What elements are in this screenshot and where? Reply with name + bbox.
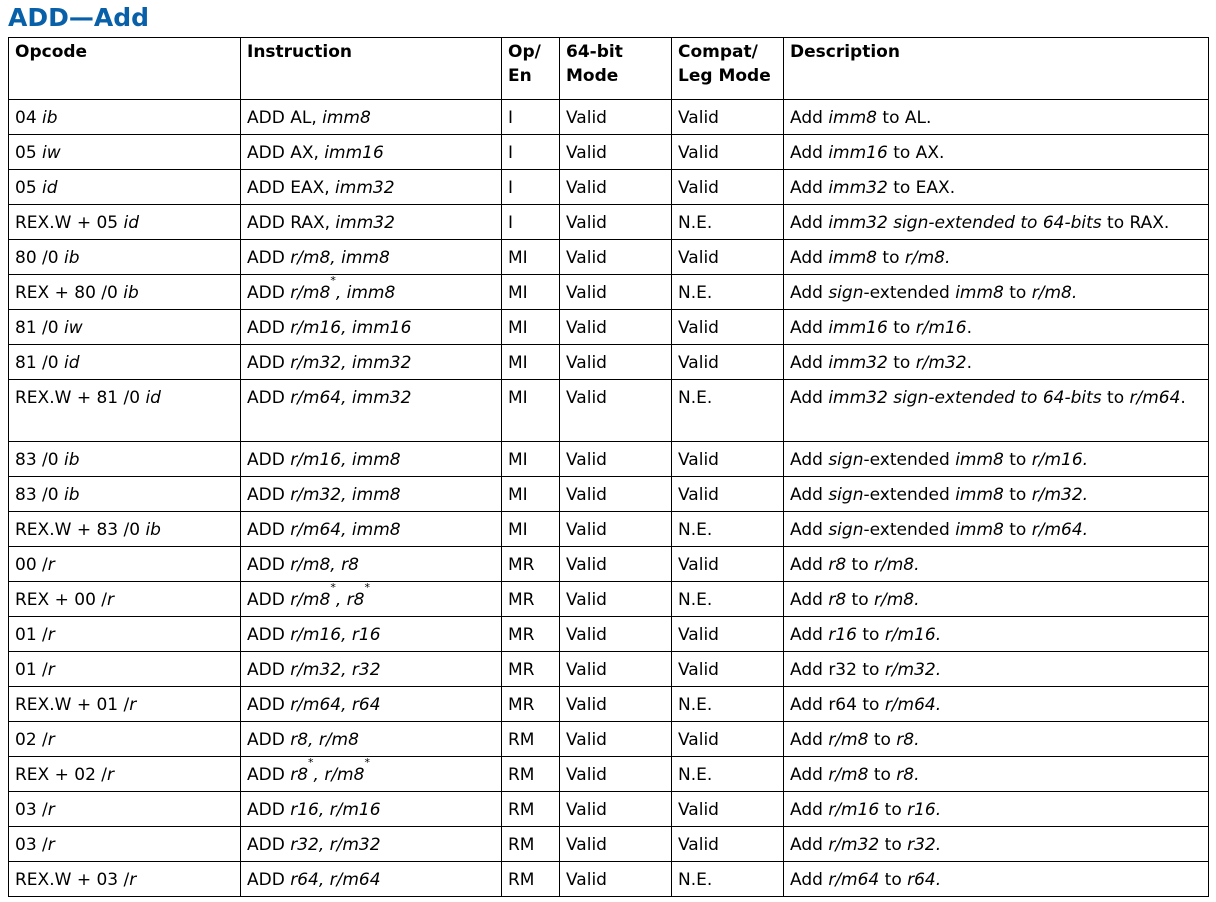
- op-en-cell: RM: [502, 862, 560, 897]
- compat-cell: N.E.: [672, 582, 784, 617]
- instruction-cell: ADD r8*, r/m8*: [241, 757, 502, 792]
- op-en-cell: MR: [502, 687, 560, 722]
- description-cell: Add r64 to r/m64.: [784, 687, 1209, 722]
- opcode-cell: 00 /r: [9, 547, 241, 582]
- opcode-cell: 04 ib: [9, 100, 241, 135]
- instruction-cell: ADD r/m64, r64: [241, 687, 502, 722]
- description-cell: Add r16 to r/m16.: [784, 617, 1209, 652]
- compat-cell: Valid: [672, 442, 784, 477]
- instruction-cell: ADD r8, r/m8: [241, 722, 502, 757]
- opcode-cell: REX + 02 /r: [9, 757, 241, 792]
- table-row: [9, 687, 1209, 722]
- description-cell: Add sign-extended imm8 to r/m8.: [784, 275, 1209, 310]
- opcode-cell: 05 id: [9, 170, 241, 205]
- op-en-cell: MI: [502, 380, 560, 442]
- table-row: [9, 240, 1209, 275]
- op-en-cell: MI: [502, 512, 560, 547]
- op-en-cell: RM: [502, 722, 560, 757]
- table-row: [9, 547, 1209, 582]
- compat-cell: Valid: [672, 100, 784, 135]
- mode64-cell: Valid: [560, 275, 672, 310]
- table-row: [9, 512, 1209, 547]
- op-en-cell: RM: [502, 757, 560, 792]
- op-en-cell: I: [502, 170, 560, 205]
- instruction-table: [8, 37, 1209, 897]
- compat-cell: Valid: [672, 792, 784, 827]
- op-en-cell: MI: [502, 345, 560, 380]
- instruction-cell: ADD r/m16, r16: [241, 617, 502, 652]
- compat-cell: Valid: [672, 547, 784, 582]
- table-row: [9, 310, 1209, 345]
- table-header-row: [9, 38, 1209, 100]
- compat-cell: Valid: [672, 310, 784, 345]
- opcode-cell: REX.W + 05 id: [9, 205, 241, 240]
- compat-cell: N.E.: [672, 275, 784, 310]
- description-cell: Add imm16 to r/m16.: [784, 310, 1209, 345]
- opcode-cell: 05 iw: [9, 135, 241, 170]
- instruction-cell: ADD r/m8*, imm8: [241, 275, 502, 310]
- mode64-cell: Valid: [560, 135, 672, 170]
- op-en-cell: I: [502, 205, 560, 240]
- table-row: [9, 617, 1209, 652]
- table-row: [9, 275, 1209, 310]
- compat-cell: Valid: [672, 135, 784, 170]
- opcode-cell: REX + 00 /r: [9, 582, 241, 617]
- op-en-cell: MR: [502, 617, 560, 652]
- compat-cell: Valid: [672, 240, 784, 275]
- compat-cell: N.E.: [672, 757, 784, 792]
- description-cell: Add r8 to r/m8.: [784, 547, 1209, 582]
- header-64bit-mode: 64-bit Mode: [560, 38, 672, 100]
- mode64-cell: Valid: [560, 582, 672, 617]
- table-body: [9, 100, 1209, 897]
- opcode-cell: REX.W + 01 /r: [9, 687, 241, 722]
- opcode-cell: REX.W + 81 /0 id: [9, 380, 241, 442]
- instruction-cell: ADD r32, r/m32: [241, 827, 502, 862]
- mode64-cell: Valid: [560, 442, 672, 477]
- table-row: [9, 135, 1209, 170]
- op-en-cell: RM: [502, 827, 560, 862]
- description-cell: Add imm32 to r/m32.: [784, 345, 1209, 380]
- table-row: [9, 827, 1209, 862]
- mode64-cell: Valid: [560, 547, 672, 582]
- table-row: [9, 722, 1209, 757]
- instruction-cell: ADD r/m8*, r8*: [241, 582, 502, 617]
- description-cell: Add imm32 sign-extended to 64-bits to RAX.: [784, 205, 1209, 240]
- compat-cell: Valid: [672, 477, 784, 512]
- compat-cell: Valid: [672, 652, 784, 687]
- op-en-cell: MI: [502, 477, 560, 512]
- op-en-cell: RM: [502, 792, 560, 827]
- instruction-cell: ADD r/m16, imm16: [241, 310, 502, 345]
- mode64-cell: Valid: [560, 205, 672, 240]
- opcode-cell: 83 /0 ib: [9, 442, 241, 477]
- op-en-cell: MI: [502, 240, 560, 275]
- op-en-cell: I: [502, 135, 560, 170]
- compat-cell: N.E.: [672, 380, 784, 442]
- description-cell: Add imm8 to AL.: [784, 100, 1209, 135]
- opcode-cell: REX.W + 03 /r: [9, 862, 241, 897]
- op-en-cell: MI: [502, 442, 560, 477]
- instruction-cell: ADD r/m32, r32: [241, 652, 502, 687]
- instruction-cell: ADD RAX, imm32: [241, 205, 502, 240]
- instruction-cell: ADD AX, imm16: [241, 135, 502, 170]
- description-cell: Add sign-extended imm8 to r/m32.: [784, 477, 1209, 512]
- instruction-cell: ADD r/m16, imm8: [241, 442, 502, 477]
- instruction-cell: ADD r/m8, imm8: [241, 240, 502, 275]
- header-instruction: Instruction: [241, 38, 502, 100]
- header-op-en: Op/ En: [502, 38, 560, 100]
- opcode-cell: 83 /0 ib: [9, 477, 241, 512]
- description-cell: Add imm32 sign-extended to 64-bits to r/m64.: [784, 380, 1209, 442]
- compat-cell: N.E.: [672, 512, 784, 547]
- description-cell: Add imm32 to EAX.: [784, 170, 1209, 205]
- mode64-cell: Valid: [560, 310, 672, 345]
- compat-cell: Valid: [672, 722, 784, 757]
- description-cell: Add r/m32 to r32.: [784, 827, 1209, 862]
- compat-cell: Valid: [672, 345, 784, 380]
- description-cell: Add sign-extended imm8 to r/m64.: [784, 512, 1209, 547]
- opcode-cell: 01 /r: [9, 652, 241, 687]
- table-row: [9, 345, 1209, 380]
- instruction-cell: ADD r/m32, imm8: [241, 477, 502, 512]
- compat-cell: Valid: [672, 617, 784, 652]
- header-description: Description: [784, 38, 1209, 100]
- opcode-cell: 03 /r: [9, 827, 241, 862]
- header-compat-leg-mode: Compat/ Leg Mode: [672, 38, 784, 100]
- mode64-cell: Valid: [560, 827, 672, 862]
- mode64-cell: Valid: [560, 240, 672, 275]
- page-title: ADD—Add: [8, 3, 149, 32]
- mode64-cell: Valid: [560, 862, 672, 897]
- instruction-cell: ADD r/m64, imm32: [241, 380, 502, 442]
- description-cell: Add sign-extended imm8 to r/m16.: [784, 442, 1209, 477]
- mode64-cell: Valid: [560, 100, 672, 135]
- instruction-cell: ADD EAX, imm32: [241, 170, 502, 205]
- op-en-cell: MR: [502, 582, 560, 617]
- table-row: [9, 442, 1209, 477]
- mode64-cell: Valid: [560, 345, 672, 380]
- description-cell: Add r/m8 to r8.: [784, 757, 1209, 792]
- table-row: [9, 862, 1209, 897]
- header-opcode: Opcode: [9, 38, 241, 100]
- description-cell: Add r8 to r/m8.: [784, 582, 1209, 617]
- table-row: [9, 100, 1209, 135]
- description-cell: Add r/m64 to r64.: [784, 862, 1209, 897]
- mode64-cell: Valid: [560, 687, 672, 722]
- op-en-cell: MI: [502, 310, 560, 345]
- op-en-cell: MR: [502, 652, 560, 687]
- table-row: [9, 170, 1209, 205]
- description-cell: Add r/m8 to r8.: [784, 722, 1209, 757]
- mode64-cell: Valid: [560, 792, 672, 827]
- op-en-cell: MR: [502, 547, 560, 582]
- instruction-cell: ADD r64, r/m64: [241, 862, 502, 897]
- table-row: [9, 757, 1209, 792]
- instruction-cell: ADD r16, r/m16: [241, 792, 502, 827]
- description-cell: Add imm16 to AX.: [784, 135, 1209, 170]
- mode64-cell: Valid: [560, 512, 672, 547]
- opcode-cell: 80 /0 ib: [9, 240, 241, 275]
- mode64-cell: Valid: [560, 722, 672, 757]
- compat-cell: Valid: [672, 170, 784, 205]
- compat-cell: N.E.: [672, 862, 784, 897]
- table-row: [9, 477, 1209, 512]
- table-row: [9, 792, 1209, 827]
- op-en-cell: I: [502, 100, 560, 135]
- opcode-cell: 03 /r: [9, 792, 241, 827]
- mode64-cell: Valid: [560, 380, 672, 442]
- opcode-cell: 01 /r: [9, 617, 241, 652]
- instruction-cell: ADD r/m8, r8: [241, 547, 502, 582]
- instruction-cell: ADD AL, imm8: [241, 100, 502, 135]
- compat-cell: N.E.: [672, 205, 784, 240]
- table-row: [9, 652, 1209, 687]
- compat-cell: Valid: [672, 827, 784, 862]
- instruction-cell: ADD r/m32, imm32: [241, 345, 502, 380]
- mode64-cell: Valid: [560, 477, 672, 512]
- mode64-cell: Valid: [560, 170, 672, 205]
- description-cell: Add r32 to r/m32.: [784, 652, 1209, 687]
- table-row: [9, 205, 1209, 240]
- opcode-cell: 81 /0 id: [9, 345, 241, 380]
- table-row: [9, 582, 1209, 617]
- mode64-cell: Valid: [560, 757, 672, 792]
- opcode-cell: REX.W + 83 /0 ib: [9, 512, 241, 547]
- mode64-cell: Valid: [560, 652, 672, 687]
- instruction-cell: ADD r/m64, imm8: [241, 512, 502, 547]
- mode64-cell: Valid: [560, 617, 672, 652]
- opcode-cell: REX + 80 /0 ib: [9, 275, 241, 310]
- opcode-cell: 02 /r: [9, 722, 241, 757]
- description-cell: Add r/m16 to r16.: [784, 792, 1209, 827]
- table-row: [9, 380, 1209, 442]
- opcode-cell: 81 /0 iw: [9, 310, 241, 345]
- compat-cell: N.E.: [672, 687, 784, 722]
- op-en-cell: MI: [502, 275, 560, 310]
- description-cell: Add imm8 to r/m8.: [784, 240, 1209, 275]
